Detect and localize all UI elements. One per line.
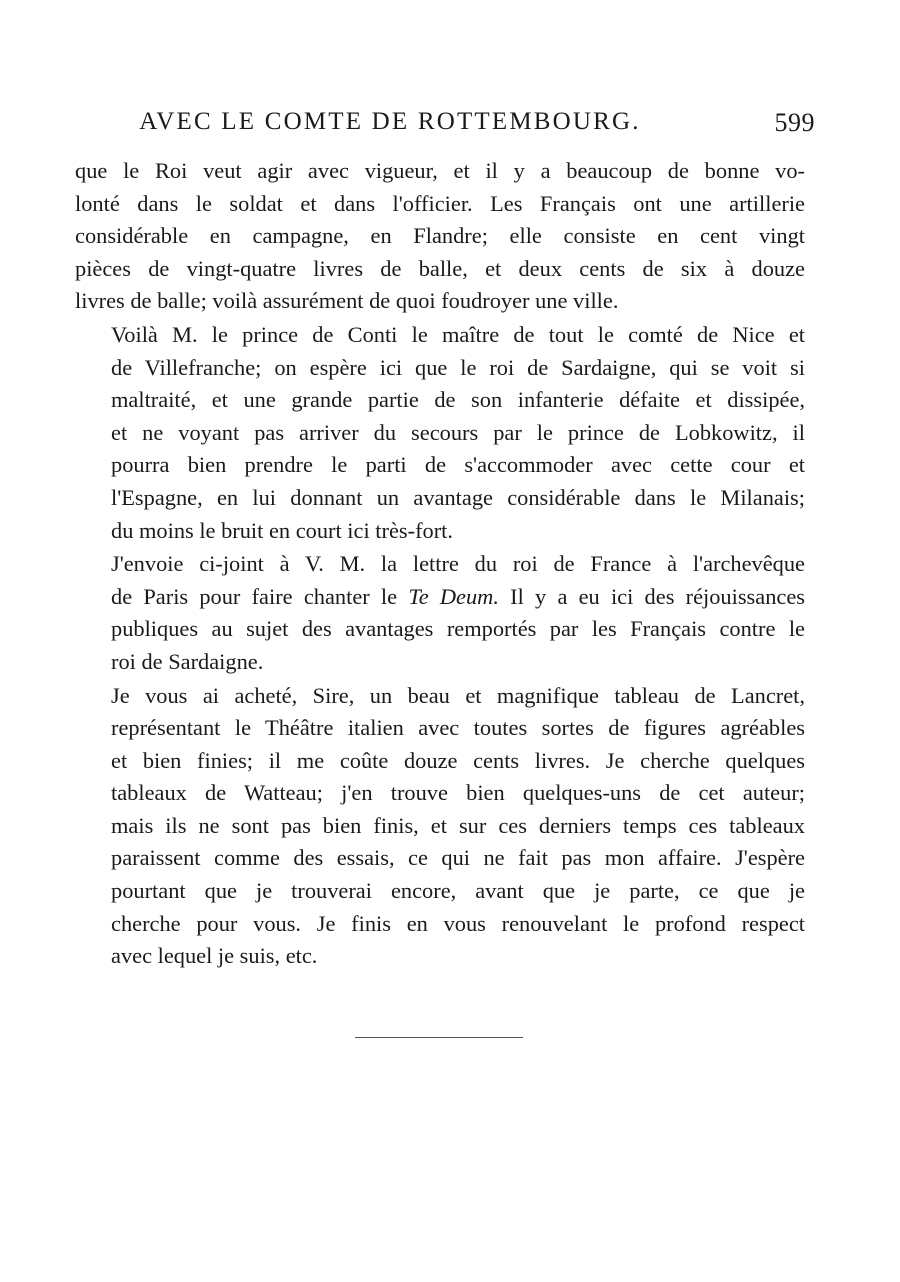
- body-text: [75, 155, 805, 973]
- text-line: pièces de vingt-quatre livres de balle, et deux cents de six à douze: [75, 255, 805, 281]
- text-line: avec lequel je suis, etc.: [111, 943, 318, 969]
- text-line: J'envoie ci-joint à V. M. la lettre du roi de France à l'archevêque: [111, 551, 805, 577]
- text-line: Voilà M. le prince de Conti le maître de tout le comté de Nice et: [111, 321, 805, 347]
- text-line: et bien finies; il me coûte douze cents livres. Je cherche quelques: [111, 747, 805, 773]
- text-line: maltraité, et une grande partie de son infanterie défaite et dissipée,: [111, 387, 805, 413]
- text-line: pourra bien prendre le parti de s'accommoder avec cette cour et: [111, 452, 805, 478]
- text-line: publiques au sujet des avantages remportés par les Français contre le: [111, 616, 805, 642]
- text-line: paraissent comme des essais, ce qui ne fait pas mon affaire. J'espère: [111, 845, 805, 871]
- text-line: mais ils ne sont pas bien finis, et sur ces derniers temps ces tableaux: [111, 812, 805, 838]
- paragraph-4: [75, 680, 805, 973]
- text-line: roi de Sardaigne.: [111, 648, 264, 674]
- paragraph-1: [75, 155, 805, 318]
- text-line: pourtant que je trouverai encore, avant que je parte, ce que je: [111, 878, 805, 904]
- italic-title: Te Deum.: [408, 583, 499, 609]
- text-line-with-italic: [75, 581, 805, 614]
- text-line: Je vous ai acheté, Sire, un beau et magnifique tableau de Lancret,: [111, 682, 805, 708]
- closing-rule: [355, 1037, 523, 1038]
- text-line: de Villefranche; on espère ici que le roi de Sardaigne, qui se voit si: [111, 354, 805, 380]
- text-line: livres de balle; voilà assurément de quoi foudroyer une ville.: [75, 288, 619, 314]
- text-line: représentant le Théâtre italien avec toutes sortes de figures agréables: [111, 715, 805, 741]
- page-number: 599: [774, 108, 815, 137]
- running-head: [75, 108, 815, 148]
- text-line: tableaux de Watteau; j'en trouve bien quelques-uns de cet auteur;: [111, 780, 805, 806]
- paragraph-3: [75, 548, 805, 678]
- text-line: l'Espagne, en lui donnant un avantage considérable dans le Milanais;: [111, 484, 805, 510]
- text-line: lonté dans le soldat et dans l'officier. Les Français ont une artillerie: [75, 190, 805, 216]
- text-segment: Il y a eu ici des réjouissances: [498, 583, 805, 609]
- text-line: du moins le bruit en court ici très-fort.: [111, 517, 453, 543]
- text-line: et ne voyant pas arriver du secours par le prince de Lobkowitz, il: [111, 419, 805, 445]
- running-title: AVEC LE COMTE DE ROTTEMBOURG.: [139, 108, 641, 135]
- text-segment: de Paris pour faire chanter le: [111, 583, 409, 609]
- text-line: cherche pour vous. Je finis en vous renouvelant le profond respect: [111, 910, 805, 936]
- text-line: considérable en campagne, en Flandre; elle consiste en cent vingt: [75, 223, 805, 249]
- text-line: que le Roi veut agir avec vigueur, et il y a beaucoup de bonne vo-: [75, 158, 805, 183]
- paragraph-2: [75, 319, 805, 547]
